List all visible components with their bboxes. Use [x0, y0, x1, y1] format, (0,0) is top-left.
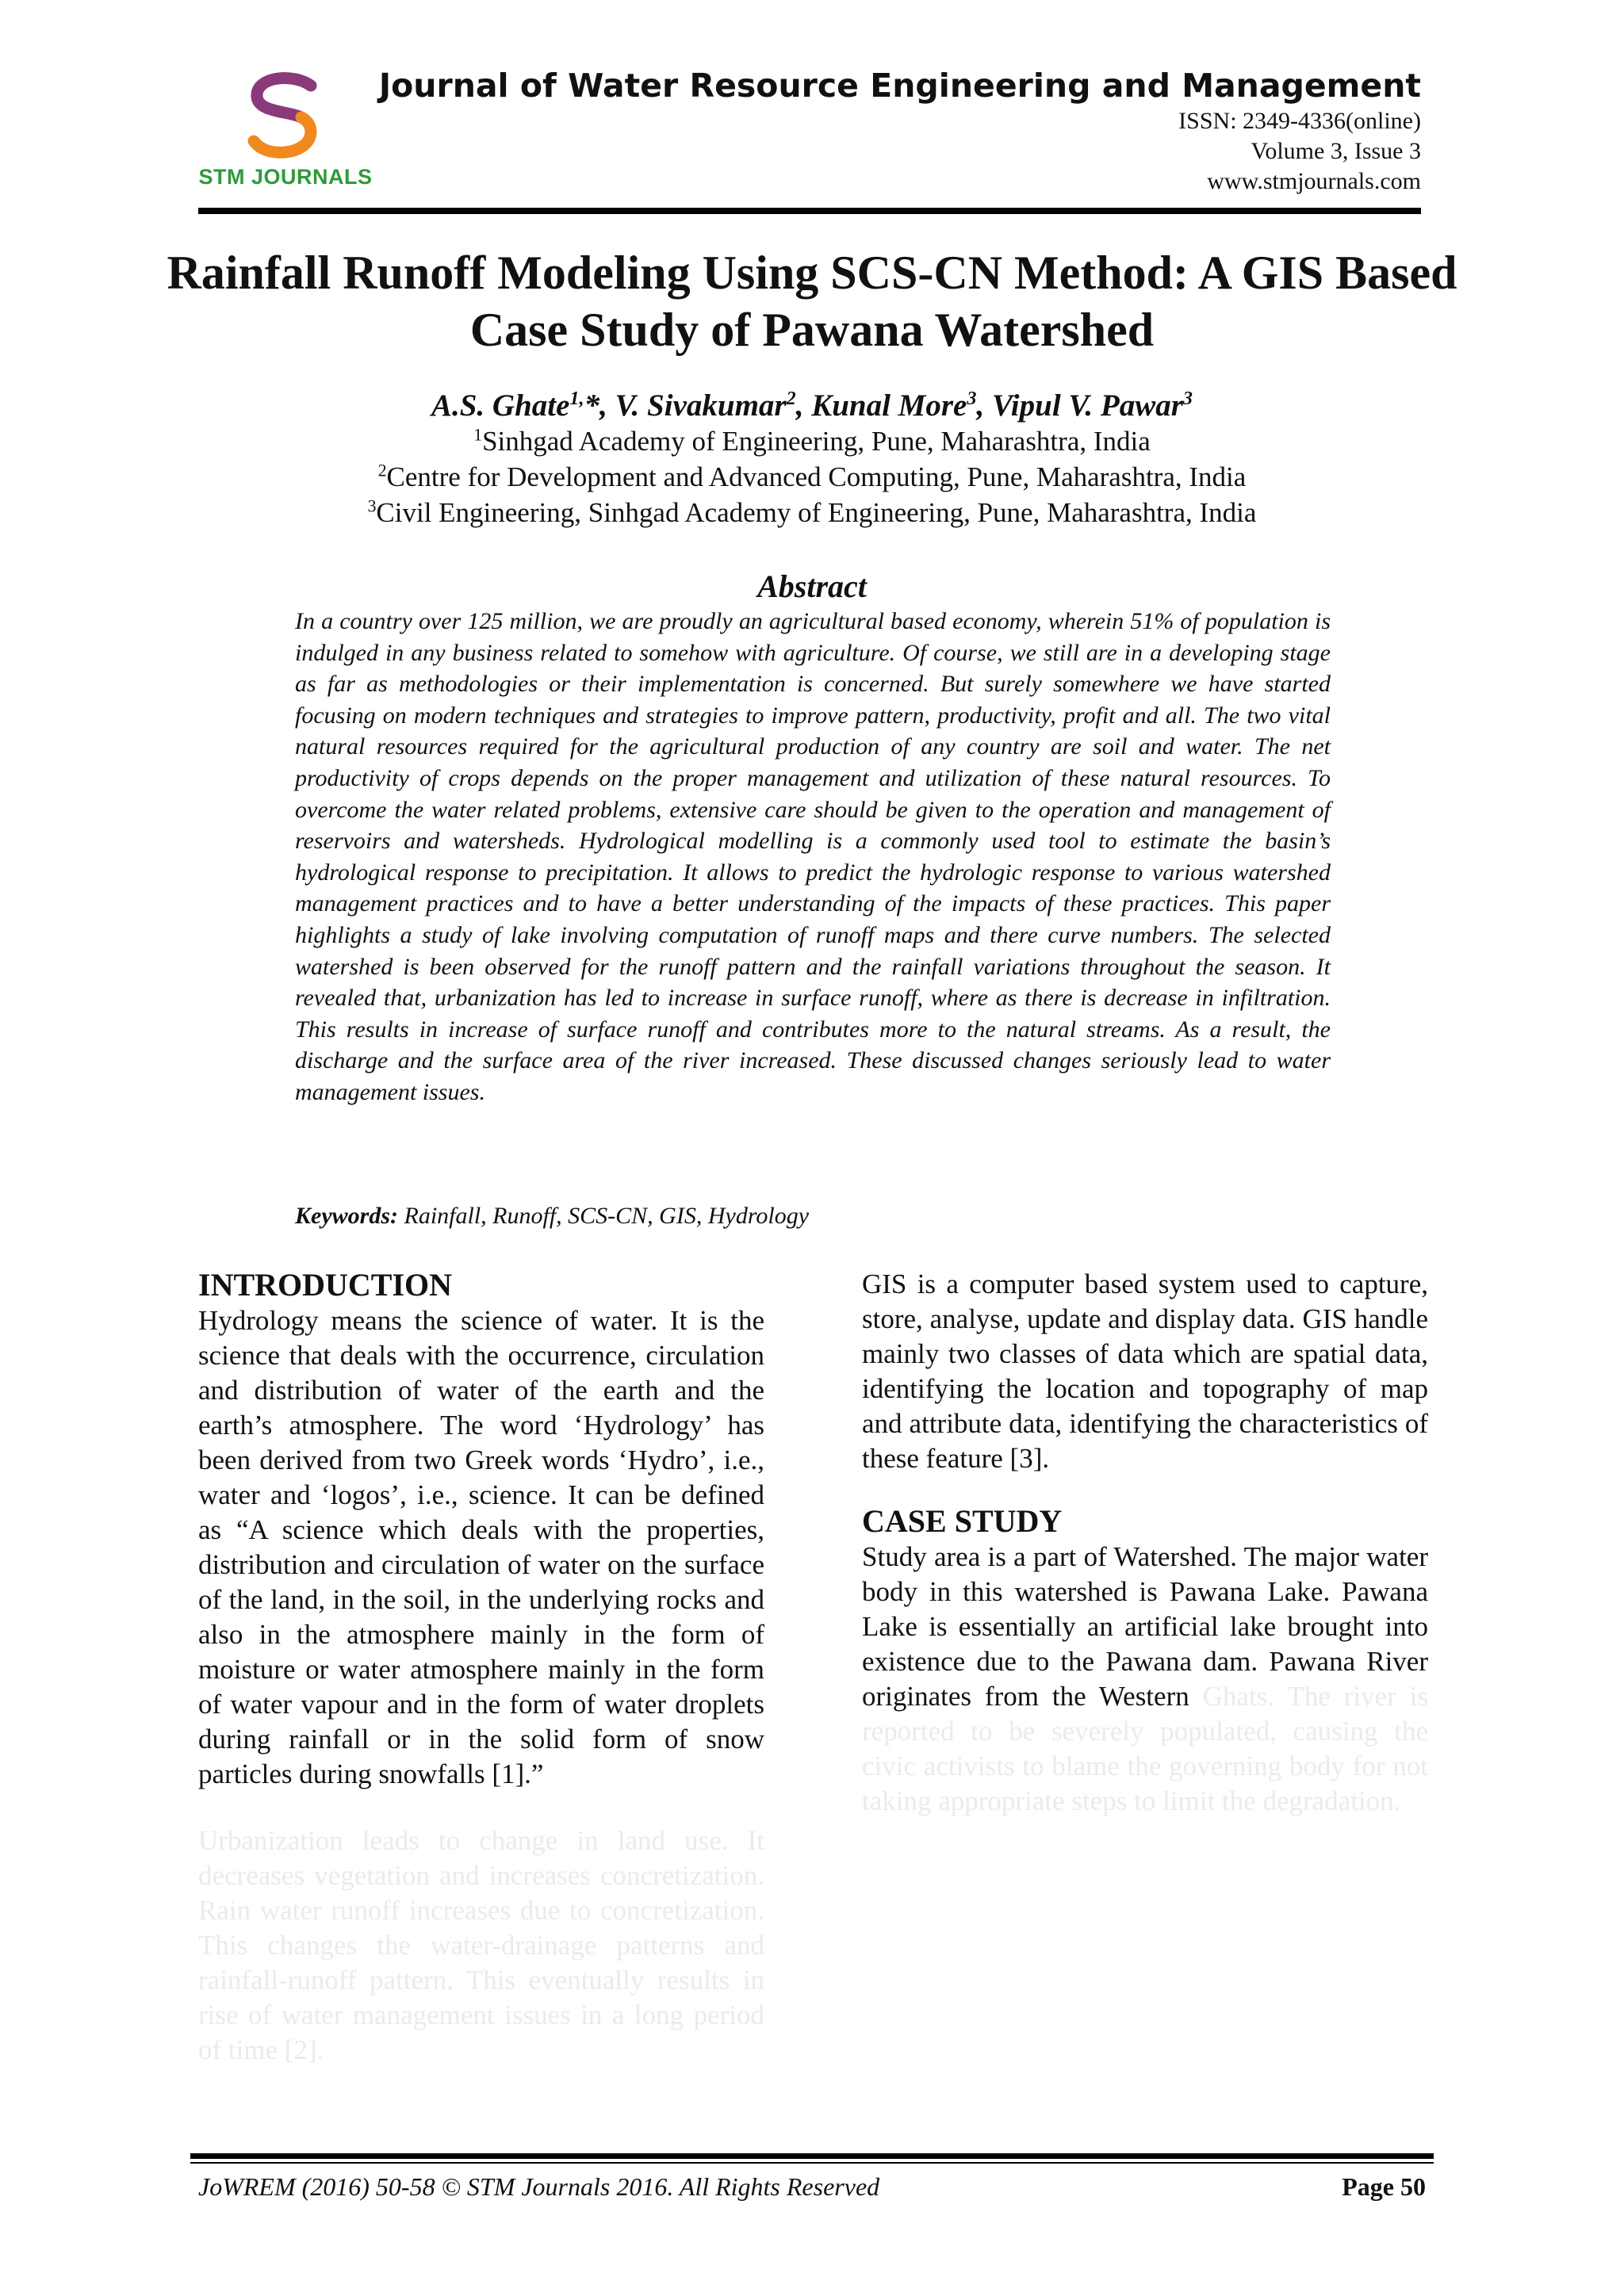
abstract-text: In a country over 125 million, we are proudly an agricultural based economy, wherein 51% of population is indulged in any business related to somehow with agriculture. Of course, we still are in a developing stage as far as methodologies or their implementation is concerned. But surely somewhere we have started focusing on modern techniques and strategies to improve pattern, productivity, profit and all. The two vital natural resources required for the agricultural production of any country are soil and water. The net productivity of crops depends on the proper management and utilization of these natural resources. To overcome the water related problems, extensive care should be given to the operation and management of reservoirs and watersheds. Hydrological modelling is a commonly used tool to estimate the basin’s hydrological response to precipitation. It allows to predict the hydrologic response to various watershed management practices and to have a better understanding of the impacts of these practices. This paper highlights a study of lake involving computation of runoff maps and there curve numbers. The selected watershed is been observed for the runoff pattern and the rainfall variations throughout the season. It revealed that, urbanization has led to increase in surface runoff, where as there is decrease in infiltration. This results in increase of surface runoff and contributes more to the natural streams. As a result, the discharge and the surface area of the river increased. These discussed changes seriously lead to water management issues. [295, 608, 1331, 1105]
case-study-paragraph [862, 1540, 1428, 1819]
author-1: A.S. Ghate$^{1,}$*, [431, 388, 615, 423]
affiliation-2: $^2$Centre for Development and Advanced Computing, Pune, Maharashtra, India [377, 461, 1247, 492]
stm-swirl-icon [238, 71, 333, 163]
author-2: V. Sivakumar$^2$, [615, 388, 812, 423]
introduction-heading: INTRODUCTION [198, 1267, 453, 1303]
page-number: Page 50 [1342, 2172, 1426, 2201]
keywords [295, 1200, 1331, 1232]
author-list [159, 387, 1465, 425]
logo-text: STM JOURNALS [198, 165, 373, 189]
journal-website-link[interactable]: www.stmjournals.com [1207, 168, 1421, 194]
author-3: Kunal More$^3$, [811, 388, 992, 423]
journal-masthead [379, 65, 1421, 197]
introduction-paragraph-1: Hydrology means the science of water. It is the science that deals with the occurrence, circulation and distribution of water of the earth and the earth’s atmosphere. The word ‘Hydrology’ has been derived from two Greek words ‘Hydro’, i.e., water and ‘logos’, i.e., science. It can be defined as “A science which deals with the properties, distribution and circulation of water on the surface of the land, in the soil, in the underlying rocks and also in the atmosphere mainly in the form of moisture or water atmosphere mainly in the form of water vapour and in the form of water droplets during rainfall or in the solid form of snow particles during snowfalls [1].” [198, 1305, 764, 1789]
keywords-label: Keywords: [295, 1203, 398, 1229]
journal-name: Journal of Water Resource Engineering and Management [378, 67, 1421, 105]
introduction-paragraph-2: Urbanization leads to change in land use. It decreases vegetation and increases concretization. Rain water runoff increases due to concretization. This changes the water-drainage patterns and rainfall-runoff pattern. This eventually results in rise of water management issues in a long period of time [2]. [198, 1825, 764, 2065]
abstract-heading: Abstract [757, 568, 867, 604]
footer-rule [190, 2153, 1434, 2159]
author-4: Vipul V. Pawar$^3$ [991, 388, 1193, 423]
gis-paragraph: GIS is a computer based system used to capture, store, analyse, update and display data. GIS handle mainly two classes of data which are spatial data, identifying the location and topography of map and attribute data, identifying the characteristics of these feature [3]. [862, 1269, 1428, 1474]
header-rule [198, 208, 1421, 214]
affiliation-1: $^1$Sinhgad Academy of Engineering, Pune, Maharashtra, India [473, 425, 1151, 457]
issn: ISSN: 2349-4336(online) [1178, 108, 1421, 134]
right-column [862, 1267, 1428, 1819]
case-study-text-faded: Ghats. The river is reported to be severely populated, causing the civic activists to blame the governing body for not taking appropriate steps to limit the degradation. [862, 1681, 1429, 1816]
keywords-list: Rainfall, Runoff, SCS-CN, GIS, Hydrology [404, 1203, 810, 1229]
volume-issue: Volume 3, Issue 3 [1251, 138, 1421, 164]
footer-rule-thin [190, 2162, 1434, 2164]
left-column [198, 1267, 764, 2068]
stm-journals-logo [198, 71, 373, 198]
footer-citation: JoWREM (2016) 50-58 © STM Journals 2016. All Rights Reserved [198, 2172, 880, 2201]
paper-title: Rainfall Runoff Modeling Using SCS-CN Method: A GIS Based Case Study of Pawana Watershed [167, 247, 1457, 356]
affiliation-list [159, 423, 1465, 530]
case-study-heading: CASE STUDY [862, 1503, 1063, 1539]
affiliation-3: $^3$Civil Engineering, Sinhgad Academy of Engineering, Pune, Maharashtra, India [367, 496, 1257, 528]
case-study-text: Study area is a part of Watershed. The major water body in this watershed is Pawana Lake. Pawana Lake is essentially an artificial lake brought into existence due to the Pawana dam. Pawana River originates from the Western [862, 1541, 1428, 1712]
